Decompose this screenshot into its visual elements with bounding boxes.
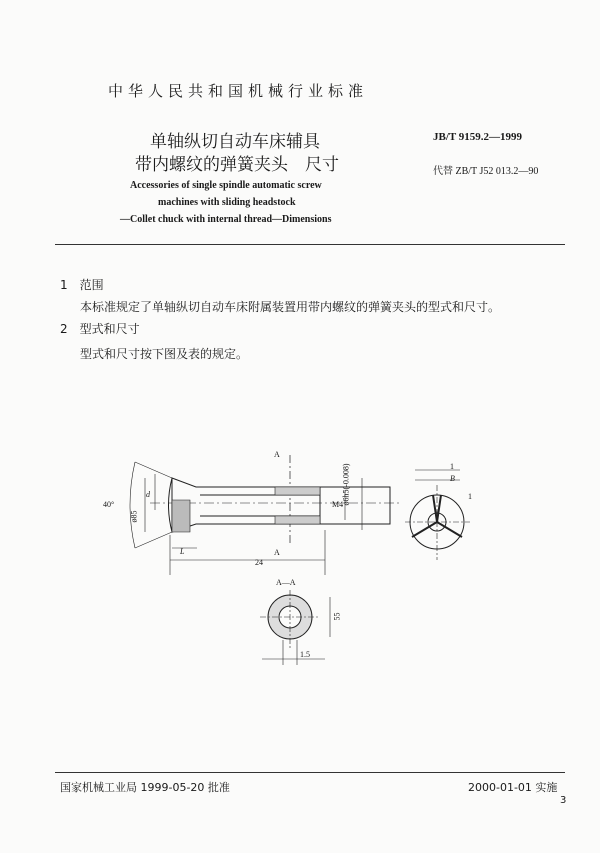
footer-divider [55,772,565,773]
label-d: d [146,490,150,499]
issuer-note: 国家机械工业局 1999-05-20 批准 [60,781,230,794]
label-section-dim: 55 [332,612,342,621]
title-en-line1: Accessories of single spindle automatic screw [130,180,322,191]
standard-code: JB/T 9159.2—1999 [433,131,523,143]
label-b: B [450,474,455,483]
label-a-top: A [274,450,280,459]
page-number: 3 [560,795,567,806]
label-a-bottom: A [274,548,280,557]
label-one: 1 [450,462,454,471]
label-section: A—A [276,578,296,587]
label-l: L [180,547,185,556]
standard-header: 中华人民共和国机械行业标准 [108,82,369,100]
label-angle: 40° [103,500,115,509]
title-en-line3: —Collet chuck with internal thread—Dimensions [120,214,332,225]
label-dia-right: ø6h5(-0.008) [341,463,351,506]
section-2-heading: 2 型式和尺寸 [60,322,140,336]
label-thread: M4 [332,500,344,509]
label-slot: 1.5 [300,650,310,659]
title-cn-line1: 单轴纵切自动车床辅具 [150,132,320,152]
section-2-text: 型式和尺寸按下图及表的规定。 [80,347,249,361]
section-1-heading: 1 范围 [60,278,104,292]
title-en-line2: machines with sliding headstock [158,197,296,208]
section-1-text: 本标准规定了单轴纵切自动车床附属装置用带内螺纹的弹簧夹头的型式和尺寸。 [80,300,501,314]
title-cn-line2: 带内螺纹的弹簧夹头 尺寸 [135,155,339,175]
label-one-b: 1 [468,492,472,501]
effective-note: 2000-01-01 实施 [468,781,558,794]
label-length: 24 [255,558,263,567]
label-dia-left: ø85 [129,510,139,523]
replaces-note: 代替 ZB/T J52 013.2—90 [433,166,539,177]
